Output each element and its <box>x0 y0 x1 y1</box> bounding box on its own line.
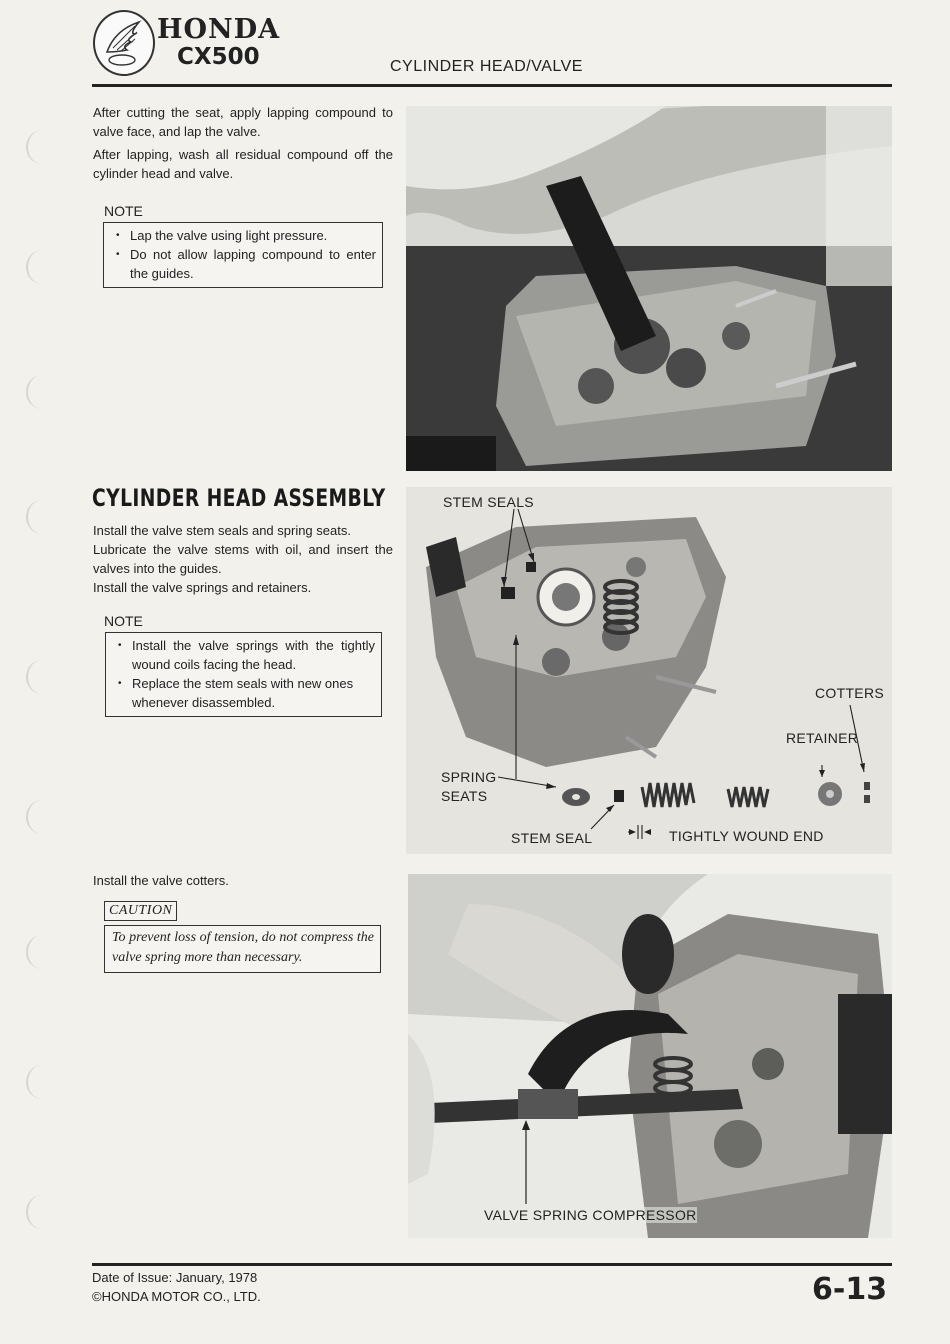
retainer-label: RETAINER <box>786 730 859 746</box>
stem-seal-instruction: Install the valve stem seals and spring seats. <box>93 523 351 538</box>
chapter-title: CYLINDER HEAD/VALVE <box>390 58 583 75</box>
model-name: CX500 <box>177 44 260 70</box>
cotter-instruction: Install the valve cotters. <box>93 873 229 888</box>
header-rule <box>92 84 892 87</box>
spring-seats-label: SEATS <box>441 788 488 804</box>
note-box <box>103 222 383 288</box>
honda-wing-logo <box>93 10 155 76</box>
binder-hole <box>26 935 58 969</box>
note-label: NOTE <box>104 203 143 219</box>
stem-seal-label: STEM SEAL <box>511 830 593 846</box>
issue-date: Date of Issue: January, 1978 <box>92 1270 258 1285</box>
caution-label: CAUTION <box>104 901 177 921</box>
brand-name: HONDA <box>157 14 281 45</box>
lapping-photo <box>406 106 892 471</box>
tightly-wound-end-label: TIGHTLY WOUND END <box>669 828 824 844</box>
lapping-instruction: After cutting the seat, apply lapping compound to valve face, and lap the valve. <box>93 105 393 139</box>
note-label: NOTE <box>104 613 143 629</box>
washing-instruction: After lapping, wash all residual compound off the cylinder head and valve. <box>93 147 393 181</box>
valve-spring-compressor-label: VALVE SPRING COMPRESSOR <box>484 1207 697 1223</box>
note-item: • Do not allow lapping compound to enter the guides. <box>130 245 376 283</box>
section-title: CYLINDER HEAD ASSEMBLY <box>92 484 386 512</box>
binder-hole <box>26 375 58 409</box>
binder-hole <box>26 250 58 284</box>
binder-hole <box>26 800 58 834</box>
binder-hole <box>26 1065 58 1099</box>
spring-instruction: Install the valve springs and retainers. <box>93 580 312 595</box>
page-number: 6-13 <box>812 1272 888 1307</box>
binder-hole <box>26 660 58 694</box>
lubricate-instruction: Lubricate the valve stems with oil, and insert the valves into the guides. <box>93 542 393 576</box>
footer-rule <box>92 1263 892 1266</box>
copyright: ©HONDA MOTOR CO., LTD. <box>92 1289 261 1304</box>
caution-text: To prevent loss of tension, do not compress the valve spring more than necessary. <box>104 925 381 973</box>
note-box <box>105 632 382 717</box>
note-item: • Replace the stem seals with new ones whenever disassembled. <box>132 674 375 712</box>
binder-hole <box>26 1195 58 1229</box>
compressor-photo <box>408 874 892 1238</box>
binder-hole <box>26 500 58 534</box>
spring-seats-label: SPRING <box>441 769 497 785</box>
note-item: • Lap the valve using light pressure. <box>130 226 376 245</box>
stem-seals-label: STEM SEALS <box>443 494 534 510</box>
binder-hole <box>26 130 58 164</box>
note-item: • Install the valve springs with the tightly wound coils facing the head. <box>132 636 375 674</box>
cotters-label: COTTERS <box>815 685 884 701</box>
